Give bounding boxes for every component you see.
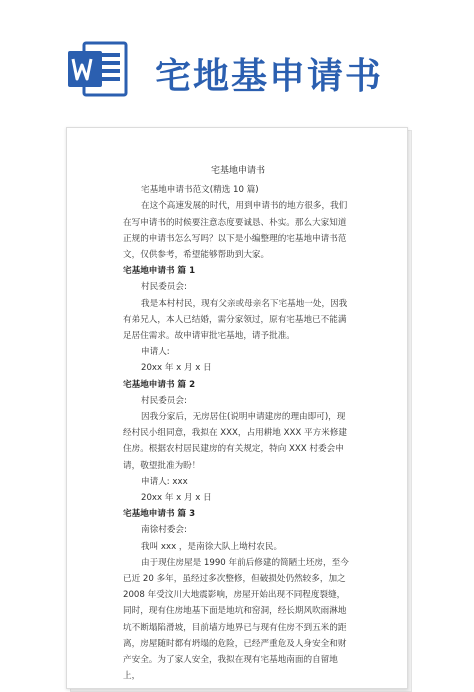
document-intro: 在这个高速发展的时代，用到申请书的地方很多，我们在写申请书的时候要注意态度要诚恳、朴实。那么大家知道正规的申请书怎么写吗？以下是小编整理的宅基地申请书范文，仅供参考，希望能够帮助到大家。 bbox=[123, 201, 348, 261]
section-salutation: 南徐村委会: bbox=[141, 525, 187, 536]
section-intro-line: 我叫 xxx ，是南徐大队上坳村农民。 bbox=[141, 541, 283, 552]
page-header bbox=[0, 0, 474, 120]
section-applicant: 申请人: bbox=[141, 347, 170, 358]
section-salutation: 村民委员会: bbox=[141, 282, 187, 293]
document-title: 宅基地申请书 bbox=[210, 166, 265, 176]
section-date: 20xx 年 x 月 x 日 bbox=[141, 363, 212, 374]
section-body: 由于现住房屋是 1990 年前后修建的简陋土坯房，至今已近 20 多年，虽经过多次整修，但破损处仍然较多，加之 2008 年受汶川大地震影响，房屋开始出现不同程度裂缝，同时，现有住房地基下面是地坑和窑洞，经长期风吹雨淋地坑不断塌陷滑坡，目前墙方地界已与现有住房不到五米的距离，房屋随时都有坍塌的危险，已经严重危及人身安全和财产安全。为了家人安全，我拟在现有宅基地南面的自留地上， bbox=[123, 557, 349, 682]
section-body: 我是本村村民，现有父亲或母亲名下宅基地一处，因我有弟兄人，本人已结婚，需分家领过，原有宅基地已不能满足居住需求。故申请审批宅基地，请予批准。 bbox=[123, 298, 348, 342]
section-body: 因我分家后，无房居住(说明申请建房的理由即可)，现经村民小组同意，我拟在 XXX，占用耕地 XXX 平方米修建住房。根据农村居民建房的有关规定，特向 XXX 村委会申请，敬望批准为盼！ bbox=[123, 412, 347, 471]
section-salutation: 村民委员会: bbox=[141, 395, 187, 406]
document-subtitle: 宅基地申请书范文(精选 10 篇) bbox=[141, 185, 259, 196]
section-heading: 宅基地申请书 篇 3 bbox=[123, 509, 196, 520]
document-page bbox=[66, 127, 408, 689]
section-heading: 宅基地申请书 篇 1 bbox=[123, 266, 196, 277]
section-date: 20xx 年 x 月 x 日 bbox=[141, 493, 212, 504]
word-doc-icon bbox=[66, 37, 130, 101]
section-applicant: 申请人: xxx bbox=[141, 476, 188, 487]
page-title: 宅地基申请书 bbox=[155, 56, 384, 97]
section-heading: 宅基地申请书 篇 2 bbox=[123, 379, 196, 390]
document-body bbox=[123, 163, 353, 685]
